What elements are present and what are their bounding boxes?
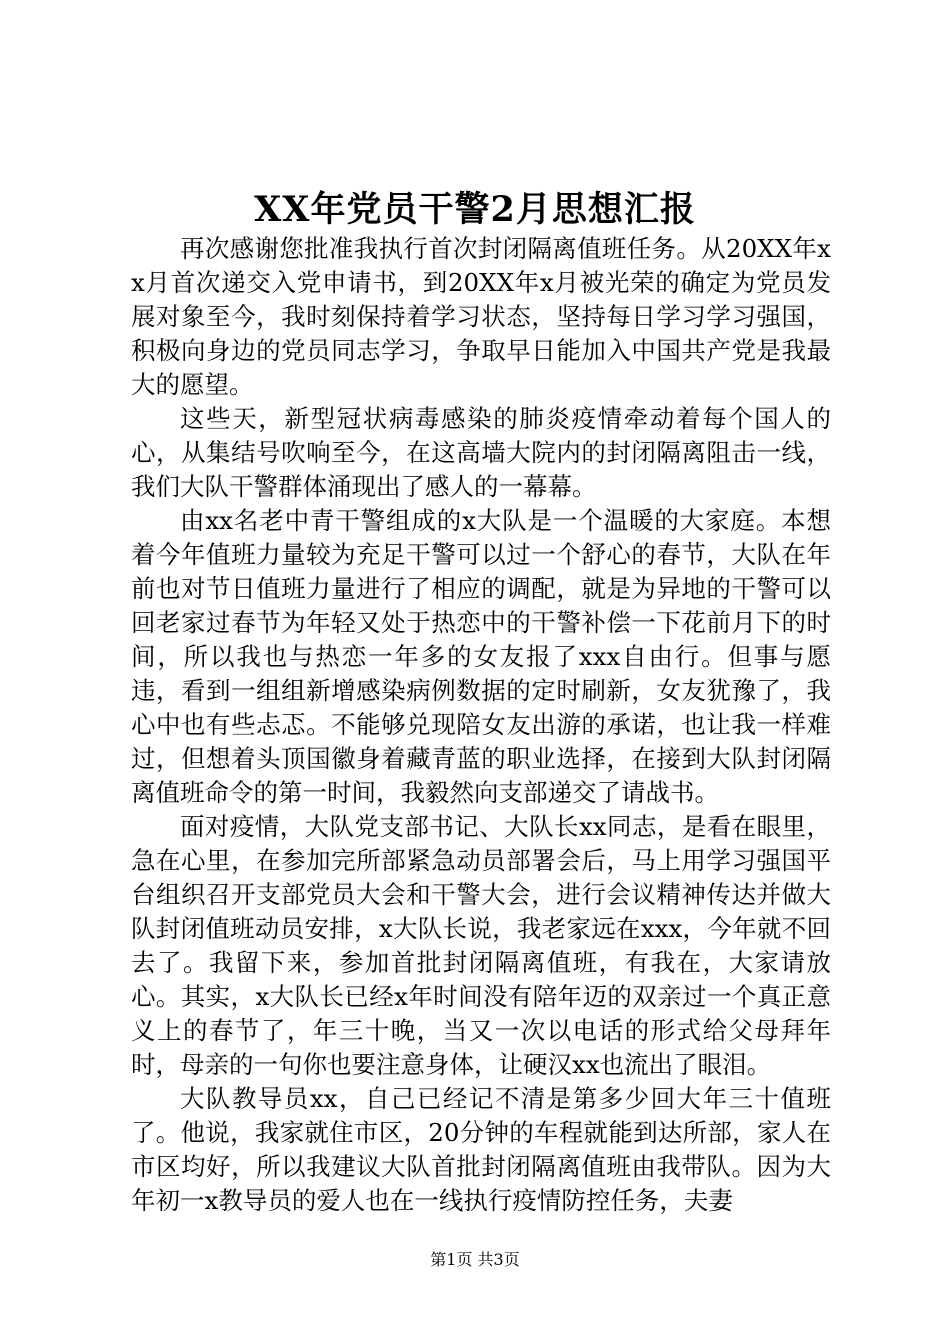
paragraph-4: 面对疫情，大队党支部书记、大队长xx同志，是看在眼里，急在心里，在参加完所部紧急动员部署会后，马上用学习强国平台组织召开支部党员大会和干警大会，进行会议精神传达并做大队封闭值班动员安排，x大队长说，我老家远在xxx，今年就不回去了。我留下来，参加首批封闭隔离值班，有我在，大家请放心。其实，x大队长已经x年时间没有陪年迈的双亲过一个真正意义上的春节了，年三十晚，当又一次以电话的形式给父母拜年时，母亲的一句你也要注意身体，让硬汉xx也流出了眼泪。 — [131, 812, 831, 1079]
document-body — [131, 232, 831, 1218]
paragraph-2: 这些天，新型冠状病毒感染的肺炎疫情牵动着每个国人的心，从集结号吹响至今，在这高墙大院内的封闭隔离阻击一线，我们大队干警群体涌现出了感人的一幕幕。 — [131, 404, 831, 501]
paragraph-5: 大队教导员xx，自己已经记不清是第多少回大年三十值班了。他说，我家就住市区，20分钟的车程就能到达所部，家人在市区均好，所以我建议大队首批封闭隔离值班由我带队。因为大年初一x教导员的爱人也在一线执行疫情防控任务，夫妻 — [131, 1084, 831, 1215]
document-title: XX年党员干警2月思想汇报 — [254, 189, 696, 230]
paragraph-1: 再次感谢您批准我执行首次封闭隔离值班任务。从20XX年xx月首次递交入党申请书，到20XX年x月被光荣的确定为党员发展对象至今，我时刻保持着学习状态，坚持每日学习学习强国，积极向身边的党员同志学习，争取早日能加入中国共产党是我最大的愿望。 — [131, 234, 831, 399]
paragraph-3: 由xx名老中青干警组成的x大队是一个温暖的大家庭。本想着今年值班力量较为充足干警可以过一个舒心的春节，大队在年前也对节日值班力量进行了相应的调配，就是为异地的干警可以回老家过春节为年轻又处于热恋中的干警补偿一下花前月下的时间，所以我也与热恋一年多的女友报了xxx自由行。但事与愿违，看到一组组新增感染病例数据的定时刷新，女友犹豫了，我心中也有些忐忑。不能够兑现陪女友出游的承诺，也让我一样难过，但想着头顶国徽身着藏青蓝的职业选择，在接到大队封闭隔离值班命令的第一时间，我毅然向支部递交了请战书。 — [131, 506, 831, 807]
page-footer: 第1页 共3页 — [430, 1250, 520, 1269]
